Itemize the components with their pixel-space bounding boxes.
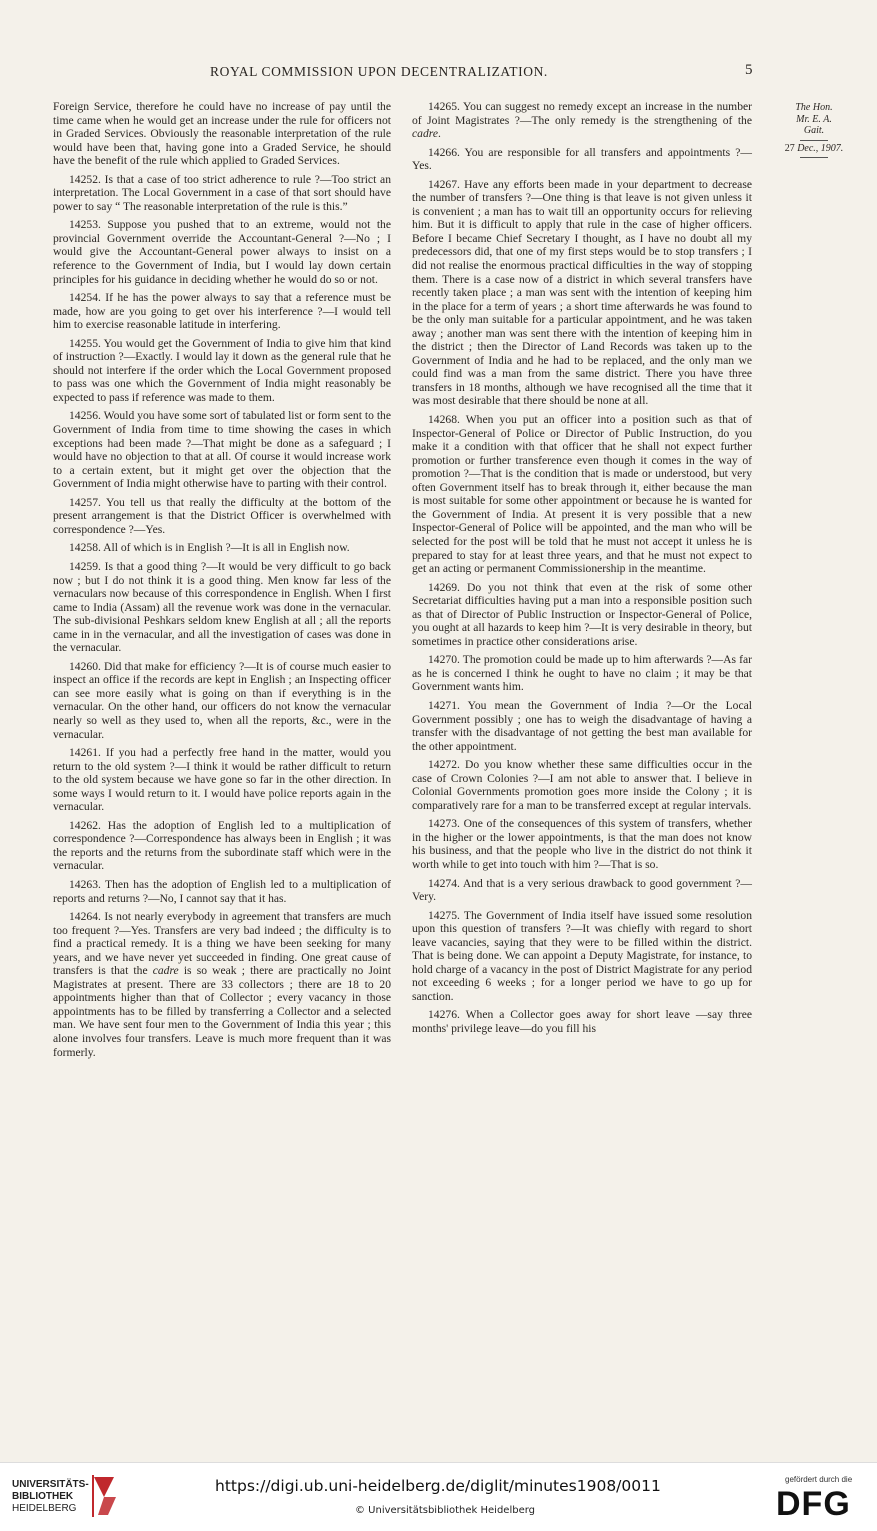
paragraph: 14273. One of the consequences of this system of transfers, whether in the higher or the lower appointments, is that the man does not know his business, and that the people who live in the district do not think it worth while to get into touch with him ?—That is so. (412, 817, 752, 871)
paragraph: 14275. The Government of India itself have issued some resolution upon this question of transfers ?—It was chiefly with regard to short leave vacancies, saying that they were to be filled within the district. That is being done. We can appoint a Deputy Magistrate, for instance, to hold charge of a vacancy in the post of District Magistrate for any period not exceeding 6 weeks ; for a longer period we have to go up for sanction. (412, 908, 752, 1003)
margin-rule (800, 140, 828, 141)
page-number: 5 (745, 62, 753, 78)
paragraph: 14274. And that is a very serious drawback to good government ?—Very. (412, 876, 752, 904)
left-text-column (53, 100, 391, 1064)
paragraph: 14269. Do you not think that even at the risk of some other Secretariat difficulties having put a man into a responsible position such as that of Director of Public Instruction or Inspector-General of Police, you ought at all hazards to keep him ?—It is very desirable in theory, but sometimes in practice other considerations arise. (412, 580, 752, 648)
margin-witness-line1: The Hon. (795, 102, 833, 113)
library-name-line2: BIBLIOTHEK (12, 1491, 74, 1502)
paragraph: 14263. Then has the adoption of English led to a multiplication of reports and returns ?—No, I cannot say that it has. (53, 877, 391, 905)
library-logo-icon (90, 1473, 120, 1519)
paragraph: 14260. Did that make for efficiency ?—It is of course much easier to inspect an office if the records are kept in English ; an Inspecting officer can see more easily what is going on than if everything is in the vernacular. On the other hand, our officers do not know the vernacular nearly so well as they used to, when all the reports, &c., were in the vernacular. (53, 659, 391, 741)
paragraph: 14276. When a Collector goes away for short leave —say three months' privilege leave—do you fill his (412, 1008, 752, 1035)
viewer-footer (0, 1462, 877, 1531)
margin-date-day: 27 (784, 142, 795, 154)
library-name-line3: HEIDELBERG (12, 1503, 77, 1514)
paragraph: 14256. Would you have some sort of tabulated list or form sent to the Government of India from time to time showing the cases in which exceptions had been made ?—That might be done as a safeguard ; I would have no objection to that at all. Of course it would increase work to a certain extent, but it might get over the objection that the Government of India might otherwise have to parting with their control. (53, 409, 391, 491)
paragraph: 14259. Is that a good thing ?—It would be very difficult to go back now ; but I do not think it is a good thing. Men know far less of the vernaculars now because of this correspondence in English. When I first came to India (Assam) all the revenue work was done in the vernacular. The sub-divisional Peshkars seldom knew English at all ; all the reports came in in the vernacular, and all the investigation of cases was done in the vernacular. (53, 559, 391, 655)
running-title: ROYAL COMMISSION UPON DECENTRALIZATION. (210, 64, 548, 79)
margin-note (768, 102, 860, 160)
paragraph: 14271. You mean the Government of India ?—Or the Local Government possibly ; one has to weigh the disadvantage of having a transfer with the disadvantage of not getting the best man available for the other appointment. (412, 698, 752, 753)
margin-rule-lower (800, 157, 828, 158)
paragraph: 14258. All of which is in English ?—It is all in English now. (69, 541, 350, 555)
right-text-column (412, 100, 752, 1041)
paragraph: 14252. Is that a case of too strict adherence to rule ?—Too strict an interpretation. The Local Government in a case of that sort should have power to say “ The reasonable interpretation of the rule is this.” (53, 172, 391, 213)
paragraph: Foreign Service, therefore he could have no increase of pay until the time came when he would get an increase under the rule for officers not in Graded Services. Obviously the reasonable interpretation of the rule would have been that, having gone into a Graded Service, he should have the benefit of the rule which applied to Graded Services. (53, 100, 391, 168)
paragraph: 14257. You tell us that really the difficulty at the bottom of the present arrangement is that the District Officer is overwhelmed with correspondence ?—Yes. (53, 495, 391, 536)
paragraph: 14272. Do you know whether these same difficulties occur in the case of Crown Colonies ?—I am not able to answer that. I believe in Colonial Governments promotion goes more inside the Colony ; it is comparatively rare for a man to be transferred except at regular intervals. (412, 758, 752, 812)
paragraph: 14267. Have any efforts been made in your department to decrease the number of transfers ?—One thing is that leave is not given unless it is convenient ; a man has to wait till an opportunity occurs for relieving him. But it is difficult to apply that rule in the case of higher officers. Before I became Chief Secretary I thought, as I have no doubt all my predecessors did, that one of my first steps would be to stop transfers ; I did not realise the enormous practical difficulties in the way of stopping them. There is a case now of a district in which several transfers have recently taken place ; a man was sent with the intention of keeping him in the place for a term of years ; a short time afterwards he was found to be the only man suitable for a particular appointment, and he was taken away ; another man was sent there with the intention of keeping him in the district ; then the Director of Land Records was taken up to the Government of India and he had to be replaced, and the only man we could find was a man from the same district. There you have three transfers in 18 months, although we have recognised all the time that it was most desirable that there should be none at all. (412, 177, 752, 408)
paragraph: 14270. The promotion could be made up to him afterwards ?—As far as he is concerned I think he ought to have no claim ; it may be that Government wants him. (412, 653, 752, 694)
margin-witness-line2: Mr. E. A. (796, 113, 832, 125)
dfg-logo: DFG (776, 1485, 851, 1523)
permalink-url[interactable]: https://digi.ub.uni-heidelberg.de/diglit/minutes1908/0011 (215, 1477, 661, 1495)
margin-date (768, 143, 860, 155)
paragraph: 14264. Is not nearly everybody in agreement that transfers are much too frequent ?—Yes. Transfers are very bad indeed ; the difficulty is to find a practical remedy. It is a thing we have been seeking for many years, and we have never yet succeeded in finding. One great cause of transfers is that the cadre is so weak ; there are practically no Joint Magistrates at present. There are 33 collectors ; there are 18 to 20 appointments higher than that of Collector ; every vacancy in those appointments has to be filled by transferring a Collector and a selected man. We have sent four men to the Government of India this year ; this alone involves four transfers. Leave is much more frequent than it was formerly. (53, 910, 391, 1059)
paragraph: 14261. If you had a perfectly free hand in the matter, would you return to the old system ?—I think it would be rather difficult to return to the old system because we have gone so far in the other direction. In some ways I would return to it. I would have police reports again in the vernacular. (53, 746, 391, 814)
paragraph: 14268. When you put an officer into a position such as that of Inspector-General of Police or Director of Public Instruction, do you make it a condition with that officer that he shall not expect further promotion or further transference even though it comes in the way of promotion ?—That is the condition that is made or understood, but very often Government itself has to break through it, either because the man is most suitable for some other appointment or because he is wanted for the Government of India. At present it is very possible that a new Inspector-General of Police will be appointed, and the man who will be selected for the post will be told that he must not accept it unless he is prepared to stay for at least three years, and that he must not expect to get an acting or permanent Commissionership in the meantime. (412, 413, 752, 576)
paragraph: 14253. Suppose you pushed that to an extreme, would not the provincial Government override the Accountant-General ?—No ; I would give the Accountant-General power always to insist on a reference to the Government of India, but I would lay down certain principles for his guidance in deciding whether he would do so or not. (53, 218, 391, 286)
paragraph: 14255. You would get the Government of India to give him that kind of instruction ?—Exactly. I would lay it down as the general rule that he should not interfere if the order which the Local Government proposed to pass was one which the Government of India might reasonably be expected to pass if reference was made to them. (53, 336, 391, 404)
page-header (0, 64, 877, 84)
margin-witness-line3: Gait. (803, 125, 825, 136)
paragraph: 14254. If he has the power always to say that a reference must be made, how are you going to get over his interference ?—I would tell him to exercise reasonable latitude in interfering. (53, 291, 391, 332)
library-name-line1: UNIVERSITÄTS- (12, 1479, 89, 1490)
paragraph: 14262. Has the adoption of English led to a multiplication of correspondence ?—Correspondence has always been in English ; it was the reports and the returns from the subordinate staff which were in the vernacular. (53, 818, 391, 873)
margin-date-rest: Dec., 1907. (797, 142, 844, 154)
funding-note: gefördert durch die (785, 1475, 853, 1484)
library-name (12, 1479, 89, 1515)
paragraph: 14265. You can suggest no remedy except an increase in the number of Joint Magistrates ?—The only remedy is the strengthening of the cadre. (412, 100, 752, 141)
paragraph: 14266. You are responsible for all transfers and appointments ?—Yes. (412, 145, 752, 173)
copyright-notice: © Universitätsbibliothek Heidelberg (355, 1505, 536, 1516)
